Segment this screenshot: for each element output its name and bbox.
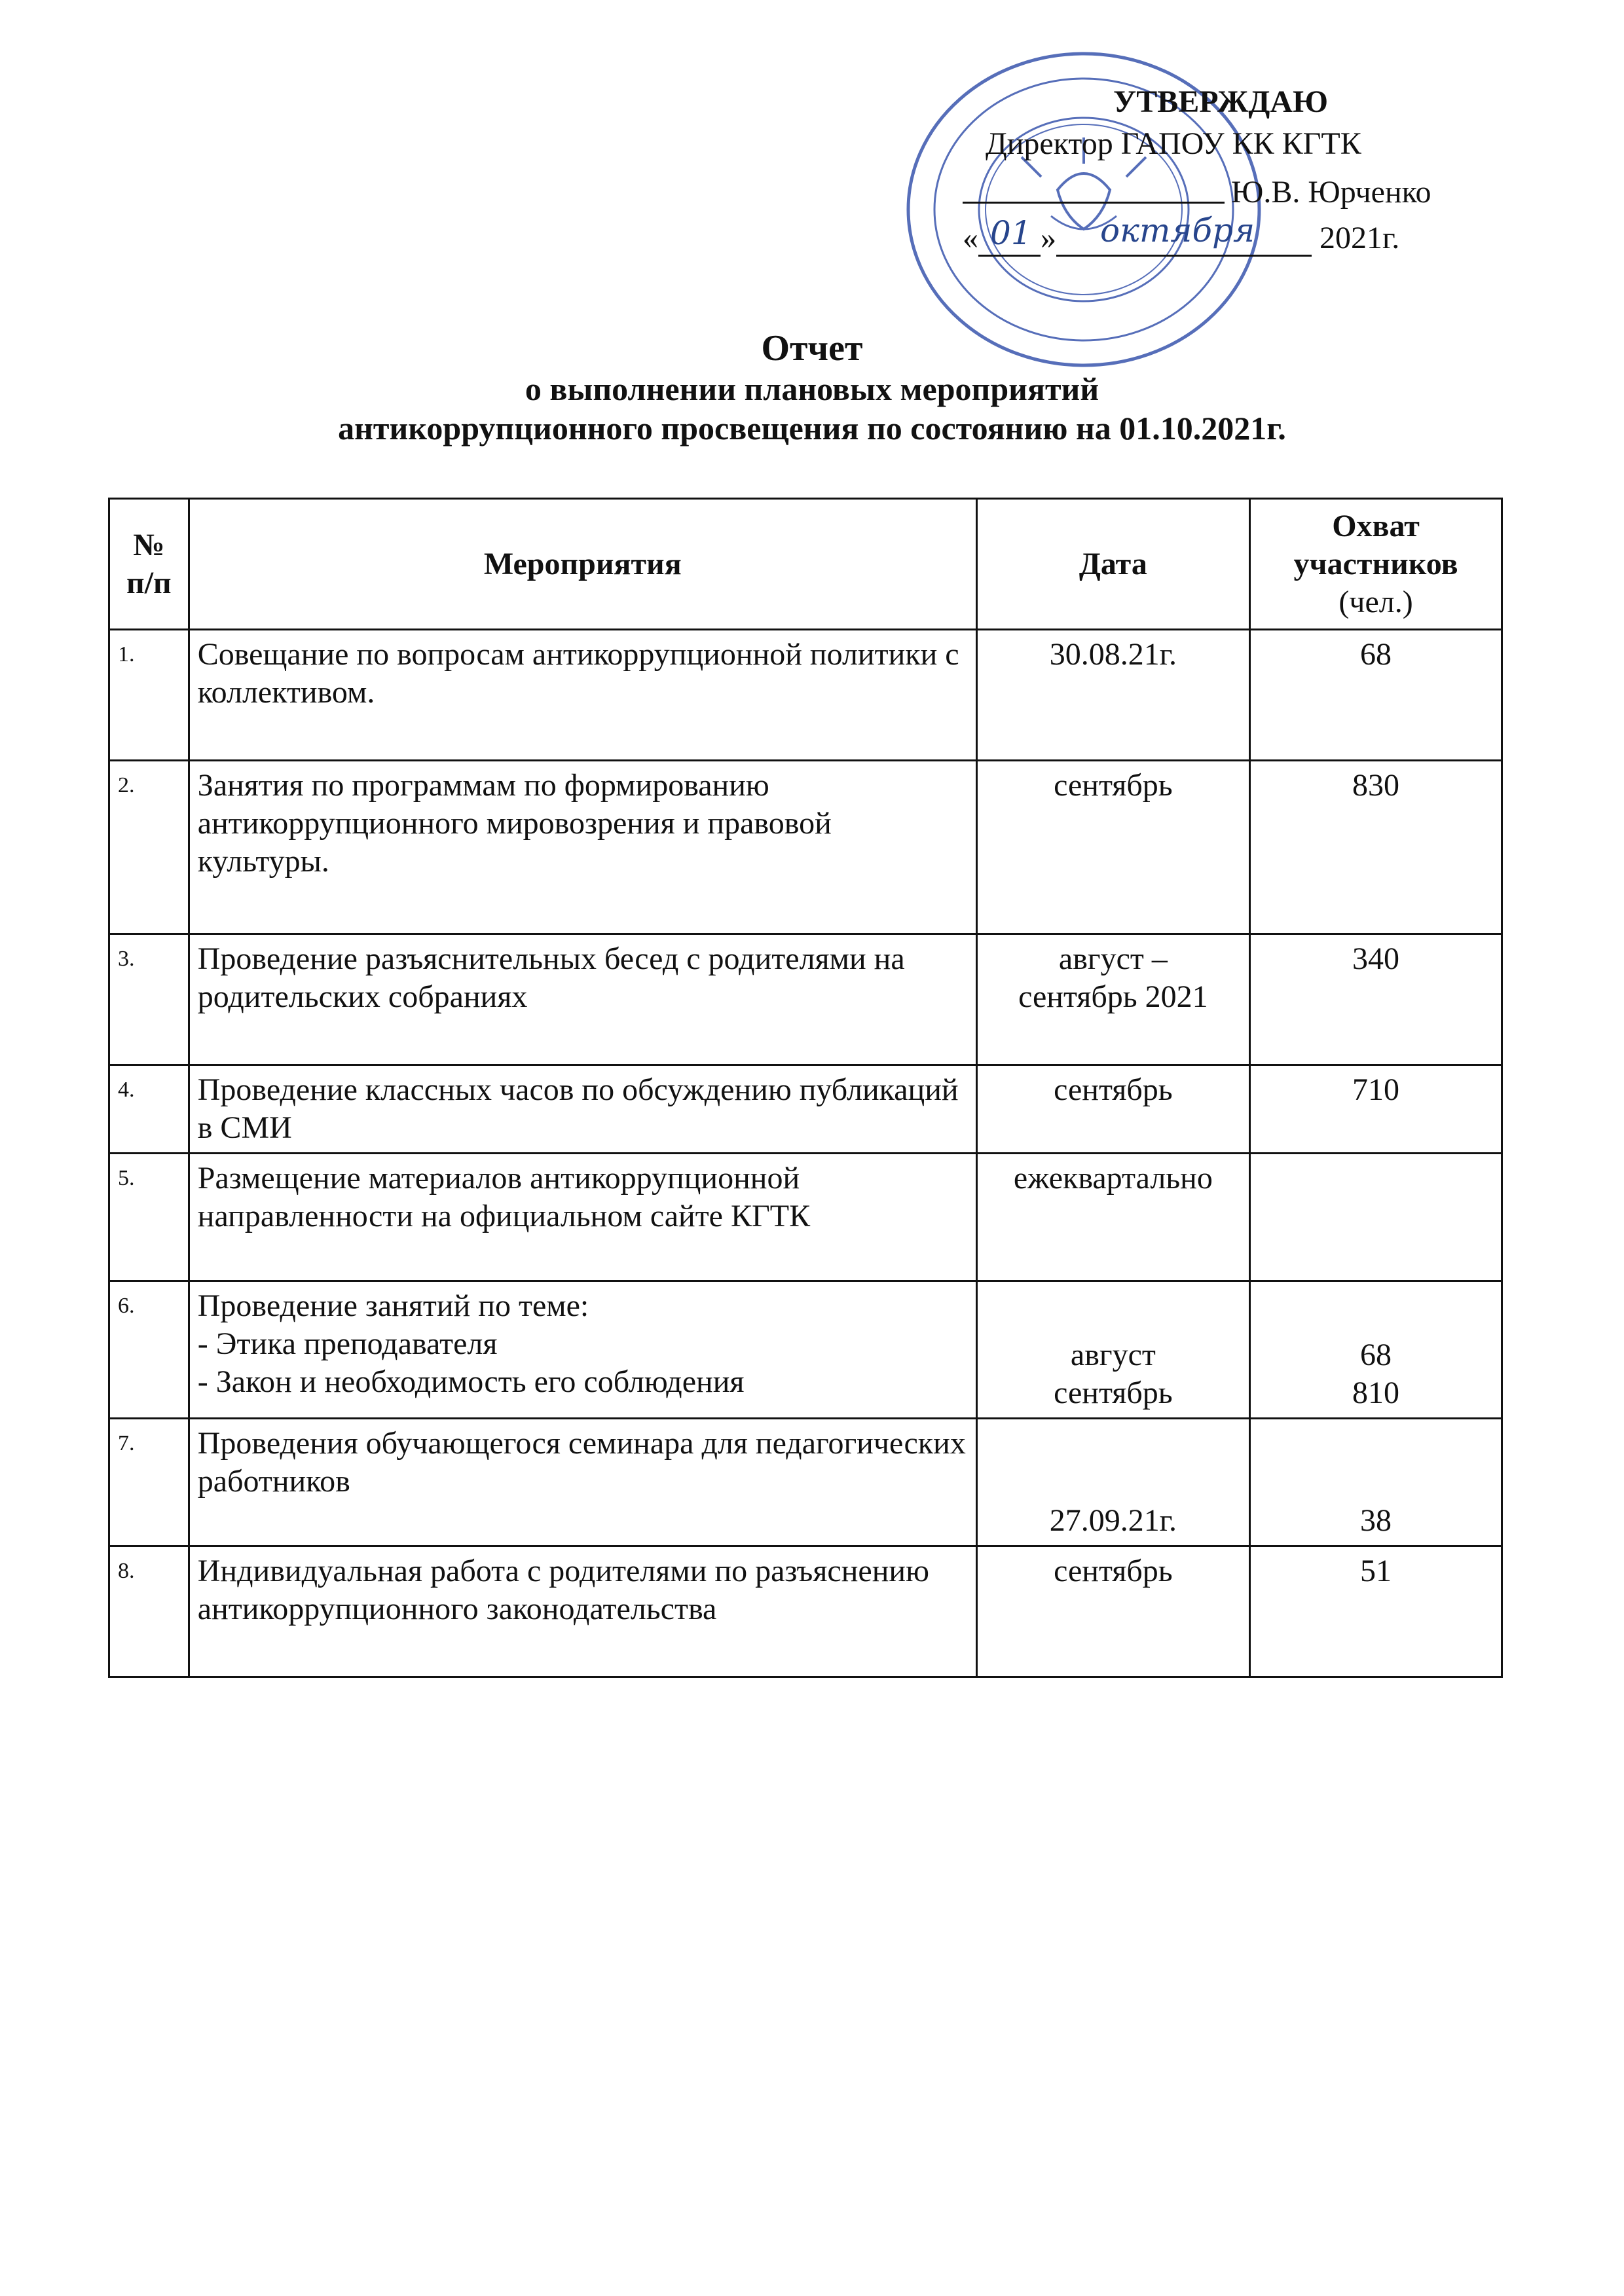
header-date: Дата xyxy=(976,499,1249,630)
header-num: № п/п xyxy=(109,499,189,630)
date-close-quote: » xyxy=(1041,221,1056,255)
row-date: ежеквартально xyxy=(976,1154,1249,1281)
date-open-quote: « xyxy=(963,221,978,255)
row-num: 3. xyxy=(109,934,189,1065)
table-row xyxy=(109,1546,1502,1677)
table-row xyxy=(109,1419,1502,1546)
row-event: Занятия по программам по формированию антикоррупционного мировозрения и правовой культуры. xyxy=(189,761,976,934)
row-count: 710 xyxy=(1250,1065,1502,1154)
row-count xyxy=(1250,1154,1502,1281)
row-count: 340 xyxy=(1250,934,1502,1065)
row-num: 5. xyxy=(109,1154,189,1281)
table-row xyxy=(109,934,1502,1065)
row-event: Совещание по вопросам антикоррупционной политики с коллективом. xyxy=(189,630,976,761)
row-event: Индивидуальная работа с родителями по разъяснению антикоррупционного законодательства xyxy=(189,1546,976,1677)
table-row xyxy=(109,630,1502,761)
approval-role: Директор ГАПОУ КК КГТК xyxy=(986,126,1361,161)
table-header-row xyxy=(109,499,1502,630)
table-row xyxy=(109,1281,1502,1419)
approval-title: УТВЕРЖДАЮ xyxy=(1113,84,1329,119)
row-num: 4. xyxy=(109,1065,189,1154)
handwritten-month: октября xyxy=(1100,211,1255,249)
row-event: Проведения обучающегося семинара для педагогических работников xyxy=(189,1419,976,1546)
row-date: сентябрь xyxy=(976,1546,1249,1677)
row-date: 30.08.21г. xyxy=(976,630,1249,761)
row-event: Проведение классных часов по обсуждению публикаций в СМИ xyxy=(189,1065,976,1154)
row-num: 8. xyxy=(109,1546,189,1677)
row-num: 2. xyxy=(109,761,189,934)
report-table xyxy=(108,498,1503,1678)
row-num: 1. xyxy=(109,630,189,761)
row-count: 51 xyxy=(1250,1546,1502,1677)
row-count: 38 xyxy=(1250,1419,1502,1546)
approval-name: Ю.В. Юрченко xyxy=(1231,175,1431,210)
row-event: Размещение материалов антикоррупционной направленности на официальном сайте КГТК xyxy=(189,1154,976,1281)
table-row xyxy=(109,1065,1502,1154)
document-subtitle-line2: антикоррупционного просвещения по состоянию на 01.10.2021г. xyxy=(338,410,1286,446)
row-count: 830 xyxy=(1250,761,1502,934)
document-subtitle-line1: о выполнении плановых мероприятий xyxy=(525,371,1099,407)
row-date: сентябрь xyxy=(976,761,1249,934)
row-event: Проведение разъяснительных бесед с родителями на родительских собраниях xyxy=(189,934,976,1065)
header-count: Охват участников (чел.) xyxy=(1250,499,1502,630)
row-count: 68 xyxy=(1250,630,1502,761)
document-title: Отчет xyxy=(761,328,863,369)
header-event: Мероприятия xyxy=(189,499,976,630)
row-count: 68 810 xyxy=(1250,1281,1502,1419)
row-event: Проведение занятий по теме: - Этика преподавателя - Закон и необходимость его соблюдения xyxy=(189,1281,976,1419)
row-date: август сентябрь xyxy=(976,1281,1249,1419)
signature-line xyxy=(963,202,1225,204)
row-num: 6. xyxy=(109,1281,189,1419)
date-year: 2021г. xyxy=(1320,221,1400,255)
row-date: август – сентябрь 2021 xyxy=(976,934,1249,1065)
table-row xyxy=(109,1154,1502,1281)
table-row xyxy=(109,761,1502,934)
row-date: сентябрь xyxy=(976,1065,1249,1154)
row-num: 7. xyxy=(109,1419,189,1546)
handwritten-day: 01 xyxy=(990,214,1032,252)
row-date: 27.09.21г. xyxy=(976,1419,1249,1546)
document-title-block xyxy=(0,327,1624,448)
